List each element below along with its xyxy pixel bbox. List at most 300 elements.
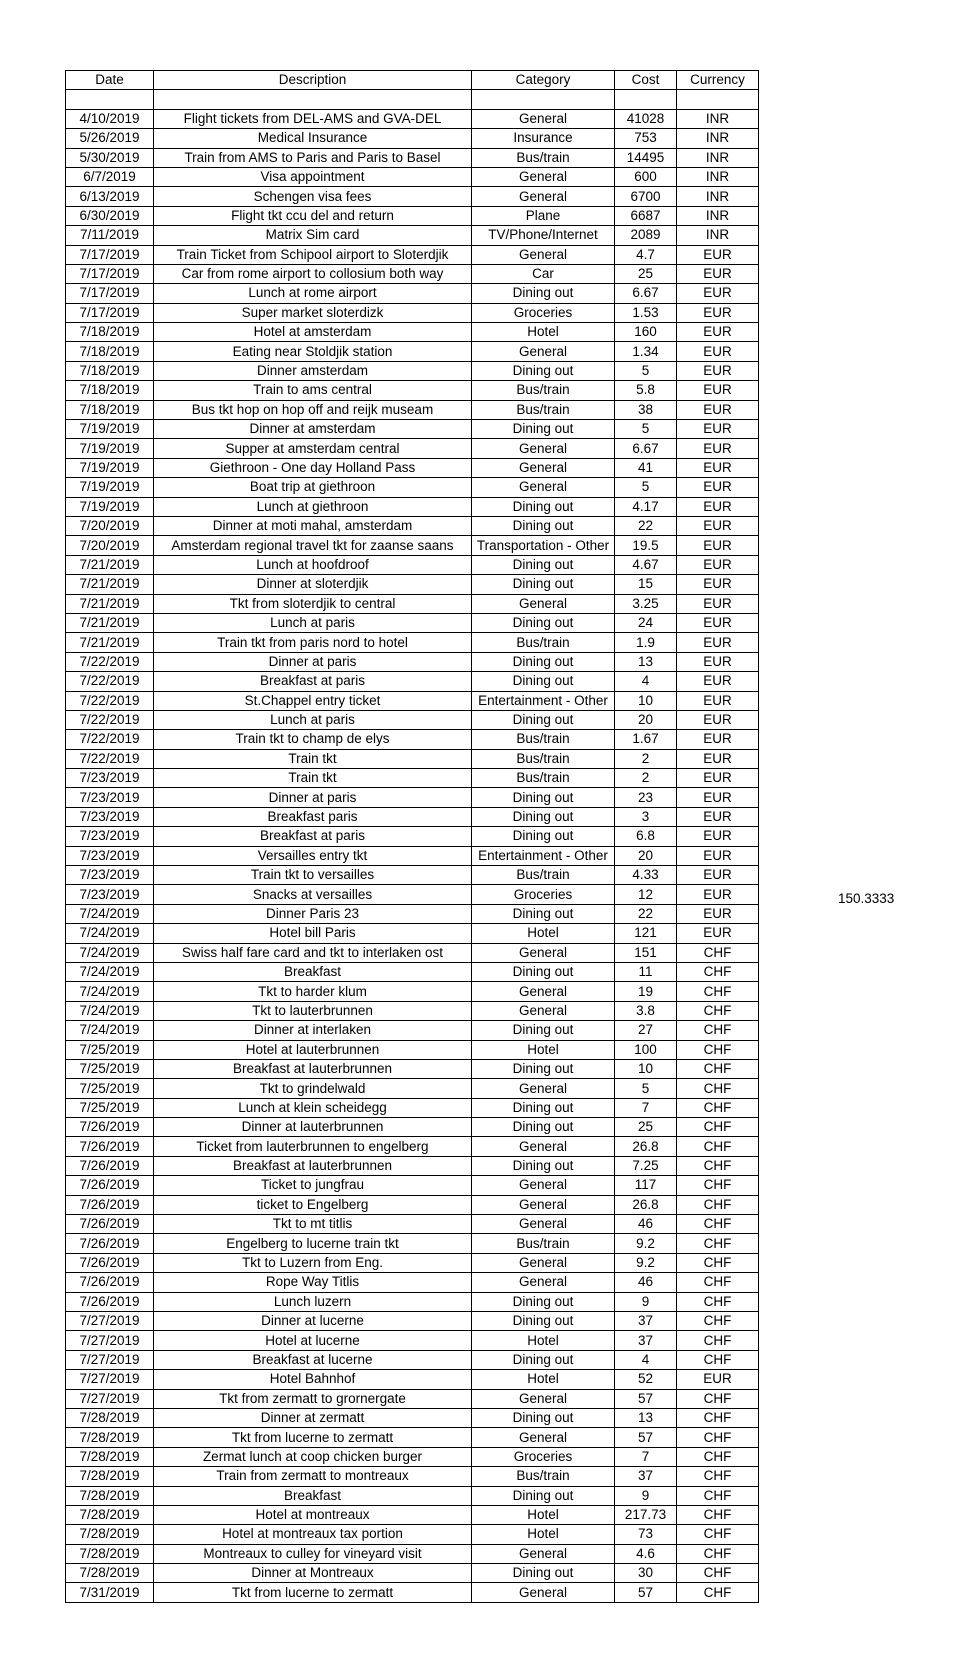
category-cell: General: [472, 245, 615, 264]
table-row: [66, 1098, 759, 1117]
date-cell: 4/10/2019: [66, 109, 154, 128]
cost-cell: 57: [615, 1389, 677, 1408]
currency-cell: CHF: [677, 1156, 759, 1175]
description-cell: Dinner amsterdam: [154, 361, 472, 380]
date-cell: 7/21/2019: [66, 613, 154, 632]
date-cell: 7/28/2019: [66, 1447, 154, 1466]
category-cell: General: [472, 1273, 615, 1292]
category-cell: General: [472, 458, 615, 477]
category-cell: [472, 90, 615, 109]
date-cell: 7/26/2019: [66, 1137, 154, 1156]
category-cell: General: [472, 167, 615, 186]
table-row: [66, 478, 759, 497]
date-cell: 7/22/2019: [66, 652, 154, 671]
header-date: Date: [66, 71, 154, 90]
currency-cell: EUR: [677, 807, 759, 826]
category-cell: Insurance: [472, 129, 615, 148]
table-row: [66, 710, 759, 729]
table-row: [66, 1505, 759, 1524]
currency-cell: CHF: [677, 1486, 759, 1505]
description-cell: Rope Way Titlis: [154, 1273, 472, 1292]
category-cell: General: [472, 1389, 615, 1408]
description-cell: Train from AMS to Paris and Paris to Basel: [154, 148, 472, 167]
table-row: [66, 420, 759, 439]
table-row: [66, 245, 759, 264]
date-cell: 7/24/2019: [66, 962, 154, 981]
description-cell: Tkt to harder klum: [154, 982, 472, 1001]
cost-cell: 1.67: [615, 730, 677, 749]
description-cell: Train tkt: [154, 749, 472, 768]
currency-cell: CHF: [677, 1079, 759, 1098]
currency-cell: CHF: [677, 1215, 759, 1234]
date-cell: 7/18/2019: [66, 400, 154, 419]
cost-cell: 38: [615, 400, 677, 419]
table-row: [66, 1525, 759, 1544]
category-cell: Transportation - Other: [472, 536, 615, 555]
category-cell: Dining out: [472, 1098, 615, 1117]
currency-cell: INR: [677, 148, 759, 167]
date-cell: 7/17/2019: [66, 284, 154, 303]
cost-cell: 37: [615, 1467, 677, 1486]
category-cell: Dining out: [472, 1156, 615, 1175]
category-cell: Entertainment - Other: [472, 691, 615, 710]
category-cell: General: [472, 1001, 615, 1020]
category-cell: Groceries: [472, 885, 615, 904]
table-row: [66, 769, 759, 788]
table-row: [66, 904, 759, 923]
cost-cell: 25: [615, 264, 677, 283]
table-row: [66, 594, 759, 613]
date-cell: 7/24/2019: [66, 924, 154, 943]
date-cell: 7/11/2019: [66, 226, 154, 245]
currency-cell: CHF: [677, 1137, 759, 1156]
category-cell: Bus/train: [472, 749, 615, 768]
table-row: [66, 1447, 759, 1466]
category-cell: General: [472, 1544, 615, 1563]
description-cell: Train tkt from paris nord to hotel: [154, 633, 472, 652]
cost-cell: 46: [615, 1215, 677, 1234]
description-cell: Lunch at paris: [154, 710, 472, 729]
category-cell: Dining out: [472, 497, 615, 516]
category-cell: General: [472, 439, 615, 458]
table-row: [66, 323, 759, 342]
date-cell: 7/26/2019: [66, 1273, 154, 1292]
category-cell: General: [472, 1176, 615, 1195]
currency-cell: EUR: [677, 458, 759, 477]
category-cell: Dining out: [472, 807, 615, 826]
currency-cell: CHF: [677, 1389, 759, 1408]
category-cell: General: [472, 1428, 615, 1447]
description-cell: Breakfast paris: [154, 807, 472, 826]
description-cell: Tkt from sloterdjik to central: [154, 594, 472, 613]
description-cell: Hotel Bahnhof: [154, 1370, 472, 1389]
date-cell: 7/22/2019: [66, 672, 154, 691]
date-cell: 7/23/2019: [66, 866, 154, 885]
date-cell: 7/24/2019: [66, 982, 154, 1001]
cost-cell: 117: [615, 1176, 677, 1195]
category-cell: General: [472, 1137, 615, 1156]
table-row: [66, 1408, 759, 1427]
currency-cell: EUR: [677, 885, 759, 904]
category-cell: General: [472, 594, 615, 613]
date-cell: 7/28/2019: [66, 1486, 154, 1505]
currency-cell: INR: [677, 226, 759, 245]
date-cell: 7/19/2019: [66, 439, 154, 458]
cost-cell: 15: [615, 575, 677, 594]
cost-cell: 4.17: [615, 497, 677, 516]
cost-cell: 13: [615, 1408, 677, 1427]
currency-cell: EUR: [677, 555, 759, 574]
currency-cell: CHF: [677, 1428, 759, 1447]
table-row: [66, 962, 759, 981]
date-cell: 7/26/2019: [66, 1215, 154, 1234]
description-cell: Dinner at paris: [154, 788, 472, 807]
table-row: [66, 458, 759, 477]
category-cell: Dining out: [472, 1350, 615, 1369]
currency-cell: EUR: [677, 904, 759, 923]
table-row: [66, 943, 759, 962]
table-row: [66, 1583, 759, 1602]
date-cell: 7/25/2019: [66, 1059, 154, 1078]
category-cell: Dining out: [472, 420, 615, 439]
table-row: [66, 1253, 759, 1272]
category-cell: Dining out: [472, 1021, 615, 1040]
header-row: [66, 71, 759, 90]
cost-cell: [615, 90, 677, 109]
header-currency: Currency: [677, 71, 759, 90]
date-cell: 7/19/2019: [66, 458, 154, 477]
table-row: [66, 1021, 759, 1040]
description-cell: Dinner at sloterdjik: [154, 575, 472, 594]
date-cell: 7/24/2019: [66, 904, 154, 923]
table-row: [66, 691, 759, 710]
table-row: [66, 924, 759, 943]
description-cell: Train tkt to versailles: [154, 866, 472, 885]
description-cell: Hotel bill Paris: [154, 924, 472, 943]
table-row: [66, 1001, 759, 1020]
date-cell: 7/23/2019: [66, 827, 154, 846]
category-cell: Dining out: [472, 1118, 615, 1137]
currency-cell: INR: [677, 109, 759, 128]
description-cell: Tkt to mt titlis: [154, 1215, 472, 1234]
table-row: [66, 1564, 759, 1583]
currency-cell: CHF: [677, 1583, 759, 1602]
cost-cell: 2: [615, 749, 677, 768]
table-row: [66, 846, 759, 865]
description-cell: Tkt from zermatt to grornergate: [154, 1389, 472, 1408]
cost-cell: 9.2: [615, 1234, 677, 1253]
cost-cell: 4.67: [615, 555, 677, 574]
table-row: [66, 866, 759, 885]
date-cell: 7/28/2019: [66, 1428, 154, 1447]
table-row: [66, 226, 759, 245]
description-cell: Dinner at interlaken: [154, 1021, 472, 1040]
cost-cell: 11: [615, 962, 677, 981]
date-cell: 7/26/2019: [66, 1234, 154, 1253]
currency-cell: EUR: [677, 400, 759, 419]
header-category: Category: [472, 71, 615, 90]
date-cell: 7/23/2019: [66, 788, 154, 807]
currency-cell: CHF: [677, 1195, 759, 1214]
currency-cell: INR: [677, 129, 759, 148]
category-cell: Dining out: [472, 575, 615, 594]
description-cell: Matrix Sim card: [154, 226, 472, 245]
cost-cell: 6.67: [615, 284, 677, 303]
table-row: [66, 672, 759, 691]
currency-cell: CHF: [677, 1273, 759, 1292]
cost-cell: 30: [615, 1564, 677, 1583]
cost-cell: 19: [615, 982, 677, 1001]
description-cell: Tkt to lauterbrunnen: [154, 1001, 472, 1020]
cost-cell: 753: [615, 129, 677, 148]
date-cell: 7/17/2019: [66, 303, 154, 322]
table-row: [66, 1195, 759, 1214]
currency-cell: EUR: [677, 439, 759, 458]
description-cell: Dinner at zermatt: [154, 1408, 472, 1427]
description-cell: Hotel at lucerne: [154, 1331, 472, 1350]
cost-cell: 22: [615, 904, 677, 923]
cost-cell: 52: [615, 1370, 677, 1389]
cost-cell: 57: [615, 1428, 677, 1447]
cost-cell: 3: [615, 807, 677, 826]
cost-cell: 26.8: [615, 1195, 677, 1214]
currency-cell: EUR: [677, 827, 759, 846]
date-cell: 7/24/2019: [66, 1021, 154, 1040]
description-cell: Ticket from lauterbrunnen to engelberg: [154, 1137, 472, 1156]
category-cell: Hotel: [472, 1505, 615, 1524]
cost-cell: 6.8: [615, 827, 677, 846]
currency-cell: INR: [677, 187, 759, 206]
table-row: [66, 109, 759, 128]
category-cell: Dining out: [472, 827, 615, 846]
table-row: [66, 788, 759, 807]
currency-cell: CHF: [677, 1253, 759, 1272]
currency-cell: [677, 90, 759, 109]
cost-cell: 4.33: [615, 866, 677, 885]
description-cell: Tkt from lucerne to zermatt: [154, 1428, 472, 1447]
description-cell: Bus tkt hop on hop off and reijk museam: [154, 400, 472, 419]
currency-cell: CHF: [677, 1059, 759, 1078]
date-cell: 7/24/2019: [66, 943, 154, 962]
currency-cell: EUR: [677, 866, 759, 885]
date-cell: 7/26/2019: [66, 1118, 154, 1137]
category-cell: General: [472, 1079, 615, 1098]
table-row: [66, 439, 759, 458]
category-cell: Hotel: [472, 1331, 615, 1350]
currency-cell: EUR: [677, 594, 759, 613]
currency-cell: CHF: [677, 1564, 759, 1583]
description-cell: Breakfast at lauterbrunnen: [154, 1156, 472, 1175]
description-cell: Boat trip at giethroon: [154, 478, 472, 497]
cost-cell: 9.2: [615, 1253, 677, 1272]
description-cell: [154, 90, 472, 109]
description-cell: Engelberg to lucerne train tkt: [154, 1234, 472, 1253]
date-cell: 7/27/2019: [66, 1370, 154, 1389]
table-row: [66, 1350, 759, 1369]
date-cell: 7/28/2019: [66, 1467, 154, 1486]
description-cell: Tkt from lucerne to zermatt: [154, 1583, 472, 1602]
cost-cell: 20: [615, 710, 677, 729]
category-cell: Hotel: [472, 1040, 615, 1059]
table-row: [66, 90, 759, 109]
table-row: [66, 264, 759, 283]
description-cell: Visa appointment: [154, 167, 472, 186]
cost-cell: 23: [615, 788, 677, 807]
description-cell: Breakfast: [154, 1486, 472, 1505]
table-row: [66, 827, 759, 846]
cost-cell: 6700: [615, 187, 677, 206]
date-cell: 7/18/2019: [66, 342, 154, 361]
table-row: [66, 1079, 759, 1098]
header-cost: Cost: [615, 71, 677, 90]
category-cell: Dining out: [472, 613, 615, 632]
category-cell: Dining out: [472, 1059, 615, 1078]
category-cell: Dining out: [472, 652, 615, 671]
description-cell: Lunch at klein scheidegg: [154, 1098, 472, 1117]
table-row: [66, 633, 759, 652]
date-cell: 7/23/2019: [66, 885, 154, 904]
table-row: [66, 1176, 759, 1195]
currency-cell: EUR: [677, 284, 759, 303]
cost-cell: 4: [615, 672, 677, 691]
category-cell: Dining out: [472, 1408, 615, 1427]
table-row: [66, 1273, 759, 1292]
category-cell: Hotel: [472, 924, 615, 943]
table-row: [66, 361, 759, 380]
date-cell: 7/21/2019: [66, 555, 154, 574]
table-row: [66, 1331, 759, 1350]
description-cell: Ticket to jungfrau: [154, 1176, 472, 1195]
date-cell: 7/22/2019: [66, 710, 154, 729]
category-cell: Bus/train: [472, 730, 615, 749]
table-row: [66, 497, 759, 516]
date-cell: 7/28/2019: [66, 1505, 154, 1524]
currency-cell: EUR: [677, 730, 759, 749]
date-cell: 7/27/2019: [66, 1312, 154, 1331]
cost-cell: 26.8: [615, 1137, 677, 1156]
date-cell: 7/18/2019: [66, 361, 154, 380]
category-cell: General: [472, 478, 615, 497]
table-row: [66, 613, 759, 632]
currency-cell: EUR: [677, 710, 759, 729]
date-cell: 7/28/2019: [66, 1544, 154, 1563]
description-cell: Snacks at versailles: [154, 885, 472, 904]
currency-cell: CHF: [677, 1505, 759, 1524]
date-cell: 7/21/2019: [66, 575, 154, 594]
category-cell: Hotel: [472, 323, 615, 342]
table-row: [66, 1137, 759, 1156]
cost-cell: 5: [615, 478, 677, 497]
description-cell: Dinner at Montreaux: [154, 1564, 472, 1583]
currency-cell: EUR: [677, 478, 759, 497]
currency-cell: CHF: [677, 1467, 759, 1486]
description-cell: Lunch at rome airport: [154, 284, 472, 303]
cost-cell: 5: [615, 361, 677, 380]
currency-cell: EUR: [677, 342, 759, 361]
cost-cell: 25: [615, 1118, 677, 1137]
date-cell: 7/20/2019: [66, 536, 154, 555]
cost-cell: 600: [615, 167, 677, 186]
date-cell: [66, 90, 154, 109]
cost-cell: 2089: [615, 226, 677, 245]
date-cell: 7/28/2019: [66, 1525, 154, 1544]
cost-cell: 4: [615, 1350, 677, 1369]
table-row: [66, 730, 759, 749]
currency-cell: INR: [677, 167, 759, 186]
description-cell: Breakfast at paris: [154, 672, 472, 691]
category-cell: Dining out: [472, 1312, 615, 1331]
description-cell: Dinner at paris: [154, 652, 472, 671]
currency-cell: CHF: [677, 982, 759, 1001]
description-cell: Car from rome airport to collosium both way: [154, 264, 472, 283]
header-description: Description: [154, 71, 472, 90]
date-cell: 7/23/2019: [66, 807, 154, 826]
table-row: [66, 148, 759, 167]
description-cell: Eating near Stoldjik station: [154, 342, 472, 361]
description-cell: Montreaux to culley for vineyard visit: [154, 1544, 472, 1563]
description-cell: Hotel at amsterdam: [154, 323, 472, 342]
date-cell: 7/19/2019: [66, 497, 154, 516]
table-row: [66, 749, 759, 768]
description-cell: Train tkt: [154, 769, 472, 788]
cost-cell: 6.67: [615, 439, 677, 458]
table-row: [66, 284, 759, 303]
description-cell: Flight tkt ccu del and return: [154, 206, 472, 225]
description-cell: Dinner at lucerne: [154, 1312, 472, 1331]
description-cell: Supper at amsterdam central: [154, 439, 472, 458]
date-cell: 7/27/2019: [66, 1331, 154, 1350]
cost-cell: 6687: [615, 206, 677, 225]
table-row: [66, 1156, 759, 1175]
table-row: [66, 516, 759, 535]
date-cell: 7/20/2019: [66, 516, 154, 535]
date-cell: 7/28/2019: [66, 1408, 154, 1427]
currency-cell: CHF: [677, 1234, 759, 1253]
description-cell: Giethroon - One day Holland Pass: [154, 458, 472, 477]
date-cell: 7/27/2019: [66, 1350, 154, 1369]
category-cell: Hotel: [472, 1525, 615, 1544]
currency-cell: CHF: [677, 1021, 759, 1040]
table-row: [66, 381, 759, 400]
currency-cell: EUR: [677, 323, 759, 342]
table-row: [66, 1370, 759, 1389]
table-row: [66, 885, 759, 904]
category-cell: Bus/train: [472, 400, 615, 419]
category-cell: Bus/train: [472, 866, 615, 885]
cost-cell: 7: [615, 1098, 677, 1117]
date-cell: 7/25/2019: [66, 1040, 154, 1059]
category-cell: General: [472, 982, 615, 1001]
date-cell: 7/31/2019: [66, 1583, 154, 1602]
category-cell: Dining out: [472, 962, 615, 981]
category-cell: General: [472, 1253, 615, 1272]
expense-table: [65, 70, 759, 1603]
currency-cell: CHF: [677, 943, 759, 962]
date-cell: 6/13/2019: [66, 187, 154, 206]
category-cell: Groceries: [472, 303, 615, 322]
cost-cell: 5.8: [615, 381, 677, 400]
cost-cell: 1.9: [615, 633, 677, 652]
description-cell: Super market sloterdizk: [154, 303, 472, 322]
cost-cell: 24: [615, 613, 677, 632]
date-cell: 7/26/2019: [66, 1292, 154, 1311]
category-cell: Car: [472, 264, 615, 283]
table-row: [66, 400, 759, 419]
date-cell: 5/26/2019: [66, 129, 154, 148]
cost-cell: 4.7: [615, 245, 677, 264]
category-cell: Dining out: [472, 710, 615, 729]
table-row: [66, 1215, 759, 1234]
